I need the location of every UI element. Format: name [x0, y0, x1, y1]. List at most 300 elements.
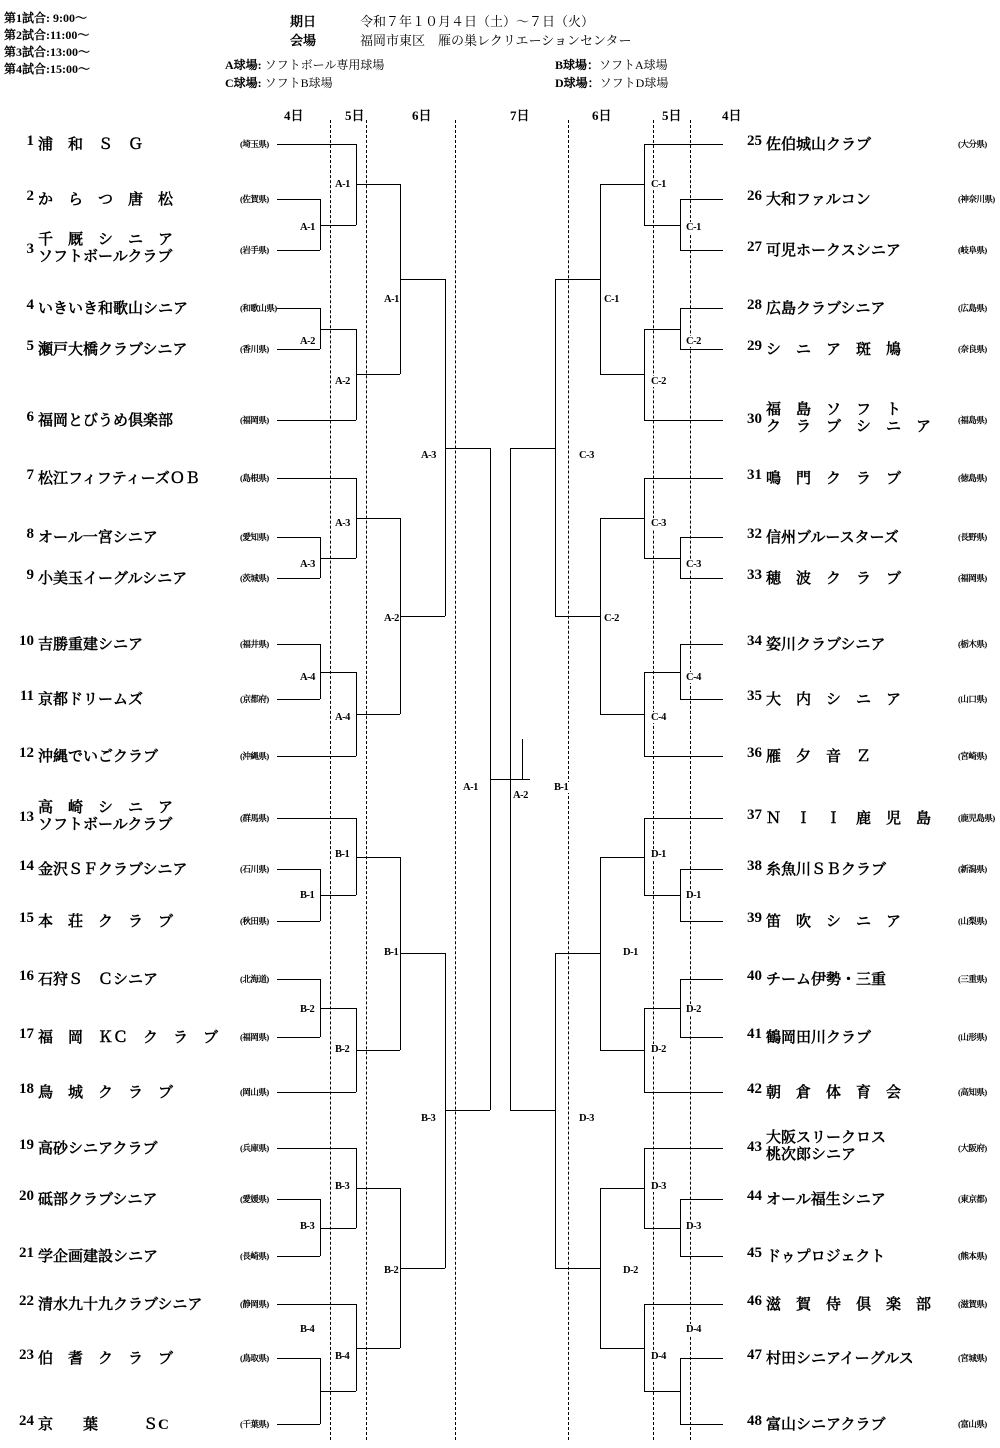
- date-label: 期日: [290, 14, 317, 29]
- team-number: 25: [747, 133, 762, 149]
- bracket-line-h: [600, 1348, 644, 1349]
- bracket-line-h: [320, 672, 356, 673]
- team-number: 36: [747, 745, 762, 761]
- team-prefecture: (神奈川県): [958, 194, 995, 204]
- team-entry: [736, 688, 1000, 710]
- team-entry: [8, 1188, 278, 1210]
- bracket-line-h: [277, 756, 356, 757]
- bracket-line-h: [680, 1037, 723, 1038]
- day-separator: [330, 120, 331, 1440]
- bracket-line-h: [356, 714, 400, 715]
- bracket-line-h: [680, 869, 723, 870]
- bracket-line-h: [356, 1050, 400, 1051]
- team-name: 姿川クラブシニア: [766, 637, 886, 653]
- fields-block: [225, 56, 669, 92]
- team-entry: [736, 910, 1000, 932]
- bracket-line-h: [555, 616, 600, 617]
- game-code: B-4: [335, 1351, 350, 1362]
- team-number: 31: [747, 467, 762, 483]
- bracket-line-h: [277, 478, 356, 479]
- team-entry: [736, 467, 1000, 489]
- team-entry: [8, 745, 278, 767]
- game-code: A-1: [300, 222, 315, 233]
- bracket-line-h: [400, 953, 445, 954]
- bracket-line-h: [400, 616, 445, 617]
- team-name: 鶴岡田川クラブ: [766, 1030, 872, 1046]
- team-entry: [8, 467, 278, 489]
- team-entry: [8, 232, 278, 268]
- bracket-line-h: [277, 1424, 320, 1425]
- bracket-line-v: [644, 329, 645, 421]
- team-name: 村田シニアイーグルス: [766, 1351, 914, 1367]
- team-name: 松江フィフティーズＯＢ: [38, 471, 200, 487]
- team-name: 朝 倉 体 育 会: [766, 1085, 902, 1101]
- team-name: ドゥプロジェクト: [766, 1249, 886, 1265]
- team-number: 26: [747, 188, 762, 204]
- team-prefecture: (埼玉県): [240, 139, 269, 149]
- team-number: 11: [19, 688, 34, 704]
- game-time-2: 第2試合:11:00〜: [4, 28, 90, 42]
- bracket-line-h: [680, 979, 723, 980]
- team-entry: [8, 633, 278, 655]
- bracket-line-v: [600, 518, 601, 714]
- team-name: 福岡とびうめ倶楽部: [38, 413, 174, 429]
- team-name: 鳴 門 ク ラ ブ: [766, 471, 902, 487]
- team-entry: [736, 807, 1000, 829]
- day-separator: [653, 120, 654, 1440]
- team-prefecture: (山梨県): [958, 916, 987, 926]
- bracket-line-h: [277, 420, 356, 421]
- team-prefecture: (宮城県): [958, 1353, 987, 1363]
- team-name: 石狩Ｓ Ｃシニア: [38, 972, 159, 988]
- bracket-line-h: [555, 953, 600, 954]
- team-prefecture: (和歌山県): [240, 303, 277, 313]
- bracket-line-v: [644, 478, 645, 558]
- team-prefecture: (愛媛県): [240, 1194, 269, 1204]
- team-number: 21: [19, 1245, 34, 1261]
- bracket-line-v: [555, 279, 556, 616]
- team-prefecture: (秋田県): [240, 916, 269, 926]
- game-code: D-3: [686, 1221, 701, 1232]
- team-number: 16: [19, 968, 34, 984]
- team-prefecture: (山形県): [958, 1032, 987, 1042]
- team-number: 39: [747, 910, 762, 926]
- team-number: 30: [747, 411, 762, 427]
- team-name: 大阪スリークロス: [766, 1130, 887, 1146]
- team-entry: [736, 1293, 1000, 1315]
- team-number: 48: [747, 1413, 762, 1429]
- game-code: C-1: [604, 294, 619, 305]
- bracket-line-h: [644, 1092, 723, 1093]
- team-name: Ｎ Ｉ Ｉ 鹿 児 島: [766, 811, 932, 827]
- team-name: 本 荘 ク ラ ブ: [38, 914, 174, 930]
- team-number: 17: [19, 1026, 34, 1042]
- bracket-line-h: [600, 1188, 644, 1189]
- team-entry: [8, 1413, 278, 1435]
- bracket-line-v: [600, 1188, 601, 1348]
- team-entry: [736, 297, 1000, 319]
- team-number: 9: [26, 567, 34, 583]
- field-d-value: ソフトD球場: [599, 76, 669, 90]
- bracket-line-v: [600, 184, 601, 374]
- bracket-line-h: [680, 250, 723, 251]
- team-prefecture: (茨城県): [240, 573, 269, 583]
- team-prefecture: (東京都): [958, 1194, 987, 1204]
- team-number: 13: [19, 809, 34, 825]
- bracket-line-v: [522, 739, 523, 779]
- game-time-4: 第4試合:15:00〜: [4, 62, 90, 76]
- bracket-line-h: [277, 349, 320, 350]
- team-name: 富山シニアクラブ: [766, 1417, 886, 1433]
- game-code: A-3: [300, 559, 315, 570]
- team-prefecture: (長野県): [958, 532, 987, 542]
- team-number: 5: [26, 338, 34, 354]
- team-name: 滋 賀 侍 倶 楽 部: [766, 1297, 932, 1313]
- team-number: 2: [26, 188, 34, 204]
- game-code: B-3: [335, 1181, 350, 1192]
- team-number: 6: [26, 409, 34, 425]
- team-prefecture: (京都府): [240, 694, 269, 704]
- team-prefecture: (福岡県): [240, 415, 269, 425]
- bracket-line-h: [600, 518, 644, 519]
- bracket-line-v: [510, 448, 511, 1111]
- team-name: 高 崎 シ ニ ア: [38, 800, 174, 816]
- team-entry: [8, 1245, 278, 1267]
- game-code: D-2: [686, 1004, 701, 1015]
- bracket-line-h: [277, 144, 356, 145]
- team-prefecture: (愛知県): [240, 532, 269, 542]
- team-entry: [736, 1413, 1000, 1435]
- bracket-line-h: [277, 1092, 356, 1093]
- team-prefecture: (福島県): [958, 415, 987, 425]
- bracket-line-h: [644, 1228, 680, 1229]
- bracket-line-h: [555, 1268, 600, 1269]
- day-label: 4日: [284, 108, 304, 123]
- team-entry: [736, 526, 1000, 548]
- day-label: 6日: [592, 108, 612, 123]
- team-name: 沖縄でいごクラブ: [38, 749, 159, 765]
- bracket-line-h: [320, 895, 356, 896]
- team-number: 3: [26, 241, 34, 257]
- team-name: 伯 耆 ク ラ ブ: [38, 1351, 174, 1367]
- field-b-value: ソフトA球場: [599, 58, 668, 72]
- bracket-line-v: [680, 199, 681, 250]
- team-prefecture: (静岡県): [240, 1299, 269, 1309]
- game-code: A-4: [335, 712, 350, 723]
- bracket-line-h: [555, 279, 600, 280]
- bracket-line-h: [510, 1110, 555, 1111]
- team-name: 吉勝重建シニア: [38, 637, 144, 653]
- game-code: A-2: [384, 613, 399, 624]
- team-name: 京 葉 ＳC: [38, 1417, 169, 1433]
- day-label: 5日: [662, 108, 682, 123]
- bracket-line-h: [277, 1304, 356, 1305]
- team-entry: [8, 968, 278, 990]
- bracket-line-v: [644, 1148, 645, 1228]
- day-separator: [455, 120, 456, 1440]
- field-a-label: A球場:: [225, 58, 262, 72]
- bracket-line-v: [644, 1304, 645, 1391]
- team-prefecture: (鳥取県): [240, 1353, 269, 1363]
- team-entry: [736, 239, 1000, 261]
- team-name: 広島クラブシニア: [766, 301, 886, 317]
- game-code: D-4: [651, 1351, 666, 1362]
- bracket-line-h: [356, 184, 400, 185]
- team-prefecture: (栃木県): [958, 639, 987, 649]
- team-entry: [8, 567, 278, 589]
- bracket-line-h: [600, 184, 644, 185]
- field-b-label: B球場：: [555, 58, 600, 72]
- bracket-line-h: [510, 448, 555, 449]
- team-entry: [8, 688, 278, 710]
- team-prefecture: (福岡県): [958, 573, 987, 583]
- bracket-line-h: [644, 756, 723, 757]
- bracket-line-h: [277, 699, 320, 700]
- team-name: 笛 吹 シ ニ ア: [766, 914, 902, 930]
- bracket-line-v: [644, 818, 645, 895]
- team-entry: [8, 1081, 278, 1103]
- day-label: 7日: [510, 108, 530, 123]
- bracket-line-h: [277, 644, 320, 645]
- game-time-3: 第3試合:13:00〜: [4, 45, 90, 59]
- bracket-line-h: [680, 644, 723, 645]
- bracket-line-h: [644, 818, 723, 819]
- bracket-line-h: [356, 1348, 400, 1349]
- team-prefecture: (鹿児島県): [958, 813, 995, 823]
- game-code: D-3: [579, 1113, 594, 1124]
- team-entry: [736, 338, 1000, 360]
- game-code: A-2: [335, 376, 350, 387]
- team-name: 砥部クラブシニア: [38, 1192, 158, 1208]
- game-time-1: 第1試合: 9:00〜: [4, 11, 87, 25]
- team-number: 45: [747, 1245, 762, 1261]
- bracket-line-h: [644, 1304, 723, 1305]
- game-code: B-4: [300, 1324, 315, 1335]
- field-c-value: ソフトB球場: [264, 76, 333, 90]
- team-name: 高砂シニアクラブ: [38, 1141, 158, 1157]
- team-name: 学企画建設シニア: [38, 1249, 159, 1265]
- bracket-line-h: [320, 558, 356, 559]
- game-code: B-2: [300, 1004, 315, 1015]
- team-name: 信州ブルースターズ: [766, 530, 899, 546]
- bracket-line-h: [680, 308, 723, 309]
- team-entry: [8, 297, 278, 319]
- game-code: C-2: [686, 336, 701, 347]
- bracket-line-h: [644, 478, 723, 479]
- team-number: 33: [747, 567, 762, 583]
- team-name: 雁 夕 音 Ｚ: [766, 749, 872, 765]
- team-name: 可児ホークスシニア: [766, 243, 901, 259]
- team-prefecture: (岡山県): [240, 1087, 269, 1097]
- bracket-line-h: [680, 199, 723, 200]
- team-prefecture: (高知県): [958, 1087, 987, 1097]
- day-separator: [568, 120, 569, 1440]
- game-code: B-1: [300, 890, 315, 901]
- bracket-line-h: [644, 558, 680, 559]
- event-info-block: [290, 12, 631, 50]
- team-name: か ら つ 唐 松: [38, 192, 174, 208]
- day-header-row: [0, 105, 1000, 123]
- team-prefecture: (千葉県): [240, 1419, 269, 1429]
- team-number: 38: [747, 858, 762, 874]
- bracket-line-h: [680, 1358, 723, 1359]
- game-code: D-2: [651, 1044, 666, 1055]
- bracket-line-h: [490, 779, 510, 780]
- team-number: 24: [19, 1413, 34, 1429]
- bracket-line-h: [277, 250, 320, 251]
- team-entry: [8, 1137, 278, 1159]
- bracket-line-v: [680, 869, 681, 921]
- team-entry: [736, 1026, 1000, 1048]
- team-number: 12: [19, 745, 34, 761]
- team-prefecture: (北海道): [240, 974, 269, 984]
- bracket-line-h: [680, 699, 723, 700]
- game-code: C-4: [651, 712, 666, 723]
- bracket-line-h: [644, 420, 723, 421]
- team-prefecture: (三重県): [958, 974, 987, 984]
- bracket-line-h: [277, 308, 320, 309]
- team-number: 22: [19, 1293, 34, 1309]
- team-number: 8: [26, 526, 34, 542]
- team-prefecture: (石川県): [240, 864, 269, 874]
- bracket-line-h: [320, 1008, 356, 1009]
- team-prefecture: (奈良県): [958, 344, 987, 354]
- team-name-line2: ソフトボールクラブ: [38, 249, 173, 265]
- team-prefecture: (香川県): [240, 344, 269, 354]
- team-entry: [8, 800, 278, 836]
- team-number: 4: [26, 297, 34, 313]
- team-name: 鳥 城 ク ラ ブ: [38, 1085, 174, 1101]
- bracket-line-h: [644, 672, 680, 673]
- team-entry: [736, 402, 1000, 438]
- bracket-line-h: [356, 1188, 400, 1189]
- team-entry: [736, 633, 1000, 655]
- bracket-line-h: [600, 857, 644, 858]
- team-name: 清水九十九クラブシニア: [38, 1297, 203, 1313]
- bracket-line-h: [277, 869, 320, 870]
- team-name: 穂 波 ク ラ ブ: [766, 571, 902, 587]
- game-code: D-1: [651, 849, 666, 860]
- team-entry: [8, 910, 278, 932]
- team-prefecture: (兵庫県): [240, 1143, 269, 1153]
- bracket-line-h: [356, 518, 400, 519]
- field-a-value: ソフトボール専用球場: [264, 58, 385, 72]
- team-entry: [736, 1130, 1000, 1166]
- team-name: 糸魚川ＳＢクラブ: [766, 862, 887, 878]
- team-prefecture: (福岡県): [240, 1032, 269, 1042]
- bracket-line-h: [400, 279, 445, 280]
- team-number: 29: [747, 338, 762, 354]
- bracket-line-h: [320, 329, 356, 330]
- team-name: 京都ドリームズ: [38, 692, 144, 708]
- team-prefecture: (大分県): [958, 139, 987, 149]
- game-code: C-2: [651, 376, 666, 387]
- team-name: 浦 和 Ｓ Ｇ: [38, 137, 144, 153]
- bracket-line-h: [644, 1148, 723, 1149]
- bracket-line-h: [277, 199, 320, 200]
- bracket-line-h: [277, 1037, 320, 1038]
- team-number: 10: [19, 633, 34, 649]
- bracket-line-h: [680, 1199, 723, 1200]
- team-entry: [8, 1026, 278, 1048]
- bracket-line-h: [277, 1358, 320, 1359]
- bracket-line-h: [277, 1148, 356, 1149]
- bracket-line-v: [555, 953, 556, 1267]
- bracket-line-h: [600, 714, 644, 715]
- team-name: 大和ファルコン: [766, 192, 871, 208]
- bracket-line-h: [277, 537, 320, 538]
- bracket-line-h: [680, 537, 723, 538]
- field-d-label: D球場：: [555, 76, 600, 90]
- bracket-line-h: [356, 857, 400, 858]
- game-code: C-3: [686, 559, 701, 570]
- bracket-line-v: [644, 672, 645, 757]
- bracket-line-h: [680, 349, 723, 350]
- team-prefecture: (岐阜県): [958, 245, 987, 255]
- game-code: A-1: [335, 179, 350, 190]
- team-number: 43: [747, 1139, 762, 1155]
- team-number: 18: [19, 1081, 34, 1097]
- team-name-line2: ソフトボールクラブ: [38, 817, 173, 833]
- team-entry: [736, 133, 1000, 155]
- team-prefecture: (福井県): [240, 639, 269, 649]
- team-name: オール福生シニア: [766, 1192, 886, 1208]
- team-number: 35: [747, 688, 762, 704]
- bracket-line-v: [680, 1199, 681, 1256]
- team-prefecture: (佐賀県): [240, 194, 269, 204]
- team-number: 44: [747, 1188, 762, 1204]
- bracket-line-h: [277, 979, 320, 980]
- game-code: B-1: [384, 947, 399, 958]
- team-number: 23: [19, 1347, 34, 1363]
- bracket-line-h: [277, 1256, 320, 1257]
- team-number: 34: [747, 633, 762, 649]
- team-entry: [8, 409, 278, 431]
- team-prefecture: (長崎県): [240, 1251, 269, 1261]
- game-code: B-1: [554, 782, 569, 793]
- team-prefecture: (広島県): [958, 303, 987, 313]
- team-entry: [736, 1347, 1000, 1369]
- game-code: B-3: [300, 1221, 315, 1232]
- team-name: 金沢ＳＦクラブシニア: [38, 862, 188, 878]
- bracket-line-v: [644, 1008, 645, 1092]
- bracket-line-h: [600, 374, 644, 375]
- team-number: 1: [26, 133, 34, 149]
- bracket-line-h: [644, 1391, 680, 1392]
- game-code: C-3: [579, 450, 594, 461]
- game-code: A-4: [300, 672, 315, 683]
- team-prefecture: (沖縄県): [240, 751, 269, 761]
- day-separator: [366, 120, 367, 1440]
- game-code: C-2: [604, 613, 619, 624]
- bracket-line-v: [680, 308, 681, 349]
- team-number: 28: [747, 297, 762, 313]
- team-name: 福 島 ソ フ ト: [766, 402, 902, 418]
- bracket-line-h: [680, 578, 723, 579]
- game-code: B-3: [421, 1113, 436, 1124]
- team-number: 42: [747, 1081, 762, 1097]
- team-entry: [736, 188, 1000, 210]
- team-entry: [736, 858, 1000, 880]
- bracket-line-v: [680, 1358, 681, 1424]
- game-code: D-4: [686, 1324, 701, 1335]
- team-entry: [736, 745, 1000, 767]
- game-code: A-3: [421, 450, 436, 461]
- bracket-line-v: [644, 144, 645, 225]
- bracket-line-v: [680, 644, 681, 699]
- bracket-line-h: [320, 1228, 356, 1229]
- team-prefecture: (山口県): [958, 694, 987, 704]
